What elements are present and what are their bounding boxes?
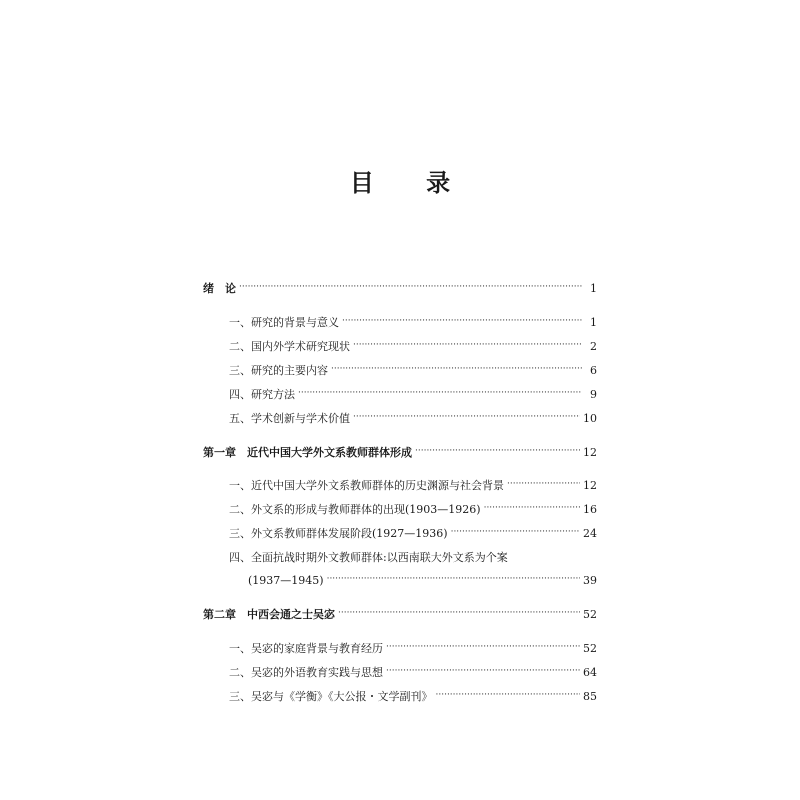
toc-entry-section-continued[interactable] <box>248 571 597 591</box>
dot-leader <box>342 310 582 331</box>
toc-entry-label: 一、近代中国大学外文系教师群体的历史渊源与社会背景 <box>229 479 504 492</box>
toc-entry-page: 1 <box>590 316 597 329</box>
toc-entry-chapter-2[interactable] <box>203 605 597 625</box>
toc-entry-section[interactable] <box>229 409 597 429</box>
dot-leader <box>239 276 582 297</box>
toc-entry-label: 二、吴宓的外语教育实践与思想 <box>229 666 383 679</box>
toc-entry-introduction[interactable] <box>203 279 597 299</box>
toc-entry-page: 6 <box>590 364 597 377</box>
dot-leader <box>386 636 580 657</box>
toc-entry-label: 四、全面抗战时期外文教师群体:以西南联大外文系为个案 <box>229 551 508 564</box>
toc-entry-page: 52 <box>583 642 597 655</box>
toc-entry-page: 39 <box>583 574 597 587</box>
toc-entry-page: 64 <box>583 666 597 679</box>
toc-entry-page: 12 <box>583 446 597 459</box>
toc-entry-page: 2 <box>590 340 597 353</box>
toc-entry-label: 一、研究的背景与意义 <box>229 316 339 329</box>
toc-entry-label: 三、研究的主要内容 <box>229 364 328 377</box>
dot-leader <box>415 440 580 461</box>
toc-entry-label: (1937—1945) <box>248 574 324 587</box>
dot-leader <box>353 334 582 355</box>
toc-entry-section[interactable] <box>229 639 597 659</box>
dot-leader <box>451 521 580 542</box>
toc-entry-section[interactable] <box>229 313 597 333</box>
dot-leader <box>507 473 580 494</box>
toc-entry-section[interactable] <box>229 548 597 568</box>
toc-entry-label: 第一章 近代中国大学外文系教师群体形成 <box>203 446 412 459</box>
toc-entry-label: 绪 论 <box>203 282 236 295</box>
dot-leader <box>484 497 580 518</box>
toc-entry-page: 85 <box>583 690 597 703</box>
toc-entry-label: 四、研究方法 <box>229 388 295 401</box>
toc-entry-page: 16 <box>583 503 597 516</box>
toc-entry-label: 第二章 中西会通之士吴宓 <box>203 608 335 621</box>
toc-entry-page: 1 <box>590 282 597 295</box>
toc-entry-label: 三、吴宓与《学衡》《大公报・文学副刊》 <box>229 690 433 703</box>
toc-entry-page: 24 <box>583 527 597 540</box>
toc-entry-page: 52 <box>583 608 597 621</box>
dot-leader <box>338 602 580 623</box>
toc-entry-label: 五、学术创新与学术价值 <box>229 412 350 425</box>
dot-leader <box>298 382 582 403</box>
toc-entry-chapter-1[interactable] <box>203 443 597 463</box>
toc-entry-section[interactable] <box>229 476 597 496</box>
toc-entry-label: 二、国内外学术研究现状 <box>229 340 350 353</box>
toc-entry-section[interactable] <box>229 385 597 405</box>
dot-leader <box>436 684 581 705</box>
toc-entry-label: 三、外文系教师群体发展阶段(1927—1936) <box>229 527 448 540</box>
dot-leader <box>386 660 580 681</box>
dot-leader <box>327 568 580 589</box>
page-title: 目 录 <box>349 169 473 197</box>
dot-leader <box>353 406 580 427</box>
toc-entry-section[interactable] <box>229 524 597 544</box>
toc-entry-label: 二、外文系的形成与教师群体的出现(1903—1926) <box>229 503 481 516</box>
toc-entry-section[interactable] <box>229 500 597 520</box>
toc-entry-section[interactable] <box>229 687 597 707</box>
toc-entry-section[interactable] <box>229 337 597 357</box>
toc-entry-page: 10 <box>583 412 597 425</box>
dot-leader <box>331 358 582 379</box>
toc-entry-section[interactable] <box>229 361 597 381</box>
toc-entry-page: 12 <box>583 479 597 492</box>
toc-entry-label: 一、吴宓的家庭背景与教育经历 <box>229 642 383 655</box>
toc-entry-page: 9 <box>590 388 597 401</box>
toc-entry-section[interactable] <box>229 663 597 683</box>
